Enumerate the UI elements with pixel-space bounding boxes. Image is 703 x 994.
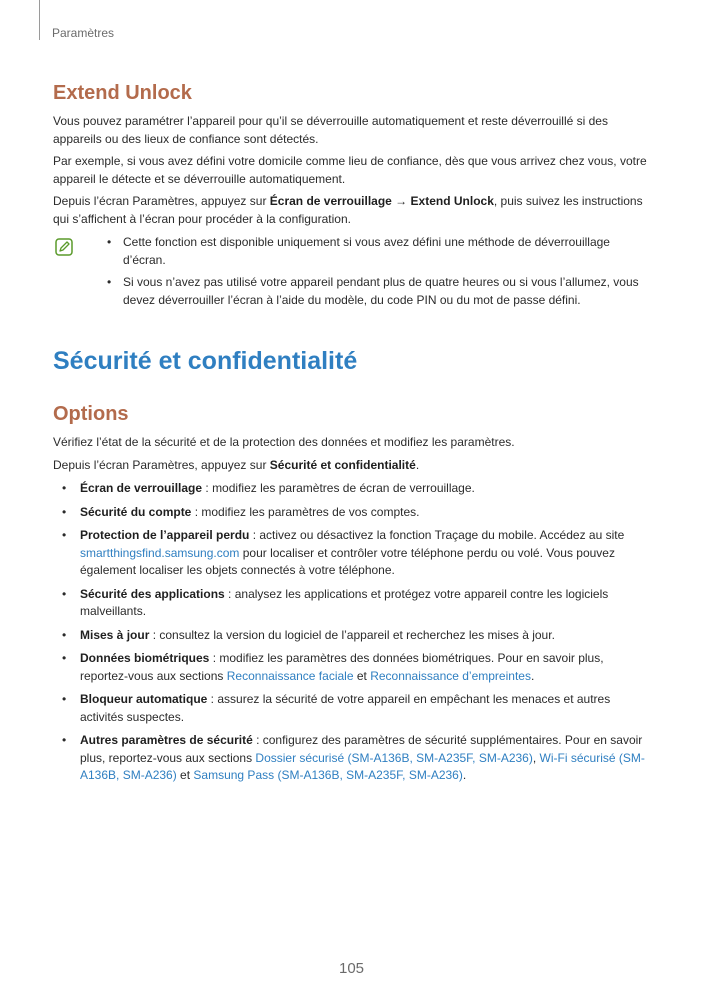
secure-folder-link[interactable]: Dossier sécurisé (SM-A136B, SM-A235F, SM-A236): [255, 750, 533, 765]
fingerprint-recognition-link[interactable]: Reconnaissance d’empreintes: [370, 668, 531, 683]
menu-path-security-privacy: Sécurité et confidentialité: [269, 457, 416, 472]
header-rule: [39, 0, 40, 40]
page-number: 105: [338, 960, 365, 977]
list-item: • Sécurité des applications : analysez les applications et protégez votre appareil contre les logiciels malveillants.: [53, 586, 653, 621]
extend-unlock-intro: Vous pouvez paramétrer l’appareil pour qu’il se déverrouille automatiquement et reste déverrouillé si des appareils ou des lieux de confiance sont détectés.: [53, 114, 608, 146]
options-list: [53, 480, 653, 785]
options-intro: Vérifiez l’état de la sécurité et de la protection des données et modifiez les paramètres.: [53, 435, 515, 449]
note-item: • Si vous n’avez pas utilisé votre appareil pendant plus de quatre heures ou si vous l’allumez, vous devez déverrouiller l’écran à l’aide du modèle, du code PIN ou du mot de passe défini.: [107, 274, 653, 309]
options-instructions: Depuis l’écran Paramètres, appuyez sur Sécurité et confidentialité.: [53, 457, 420, 472]
options-heading: Options: [53, 403, 129, 425]
face-recognition-link[interactable]: Reconnaissance faciale: [226, 668, 354, 683]
list-item: • Données biométriques : modifiez les paramètres des données biométriques. Pour en savoir plus, reportez-vous aux sections Reconnaissance faciale et Reconnaissance d’empreintes.: [53, 650, 653, 685]
note-list: [107, 234, 653, 309]
secure-wifi-link[interactable]: Wi-Fi sécurisé (SM-A136B, SM-A236): [80, 750, 645, 782]
extend-unlock-heading: Extend Unlock: [53, 82, 192, 104]
list-item: • Autres paramètres de sécurité : configurez des paramètres de sécurité supplémentaires. Pour en savoir plus, reportez-vous aux sections Dossier sécurisé (SM-A136B, SM-A235F, SM-A236), Wi-Fi sécurisé (SM-A136B, SM-A236) et Samsung Pass (SM-A136B, SM-A235F, SM-A236).: [53, 732, 653, 785]
list-item: • Bloqueur automatique : assurez la sécurité de votre appareil en empêchant les menaces et autres activités suspectes.: [53, 691, 653, 726]
security-privacy-heading: Sécurité et confidentialité: [53, 347, 358, 375]
page-content: [53, 82, 653, 791]
smartthingsfind-link[interactable]: smartthingsfind.samsung.com: [80, 545, 240, 560]
note-pencil-icon: [55, 238, 73, 256]
extend-unlock-example: Par exemple, si vous avez défini votre domicile comme lieu de confiance, dès que vous arrivez chez vous, votre appareil le détecte et se déverrouille automatiquement.: [53, 154, 647, 186]
list-item: • Protection de l’appareil perdu : activez ou désactivez la fonction Traçage du mobile. Accédez au site smartthingsfind.samsung.com pour localiser et contrôler votre téléphone perdu ou volé. Vous pouvez également localiser les objets connectés à votre téléphone.: [53, 527, 653, 580]
list-item: • Mises à jour : consultez la version du logiciel de l’appareil et recherchez les mises à jour.: [53, 627, 653, 645]
list-item: • Écran de verrouillage : modifiez les paramètres de écran de verrouillage.: [53, 480, 653, 498]
note-box: [53, 234, 653, 309]
menu-path-extend-unlock: Extend Unlock: [410, 194, 494, 208]
list-item: • Sécurité du compte : modifiez les paramètres de vos comptes.: [53, 504, 653, 522]
running-header: Paramètres: [52, 26, 115, 40]
extend-unlock-instructions: Depuis l’écran Paramètres, appuyez sur Écran de verrouillage → Extend Unlock, puis suivez les instructions qui s’affichent à l’écran pour procéder à la configuration.: [53, 194, 643, 226]
menu-path-lock-screen: Écran de verrouillage: [269, 194, 392, 208]
samsung-pass-link[interactable]: Samsung Pass (SM-A136B, SM-A235F, SM-A236): [193, 768, 463, 782]
note-item: • Cette fonction est disponible uniquement si vous avez défini une méthode de déverrouillage d’écran.: [107, 234, 653, 269]
